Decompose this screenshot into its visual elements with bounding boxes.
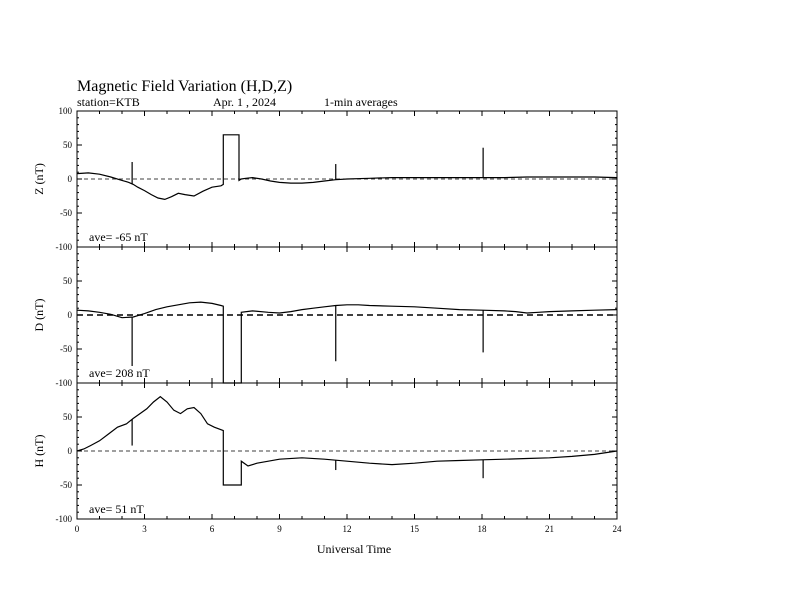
ave-label: ave= 208 nT (89, 366, 150, 380)
x-tick-label: 12 (342, 524, 352, 534)
y-tick-label: -50 (60, 480, 72, 490)
series-line (77, 302, 617, 383)
y-tick-label: -50 (60, 208, 72, 218)
panel-h (32, 383, 617, 524)
y-tick-label: -100 (55, 378, 72, 388)
y-tick-label: -50 (60, 344, 72, 354)
x-tick-label: 0 (74, 524, 80, 534)
x-tick-label: 21 (545, 524, 554, 534)
x-tick-label: 18 (477, 524, 487, 534)
y-tick-label: 100 (58, 106, 72, 116)
date-label: Apr. 1 , 2024 (213, 95, 276, 109)
averaging-label: 1-min averages (324, 95, 398, 109)
y-tick-label: -100 (55, 514, 72, 524)
panels-group (32, 106, 622, 534)
ave-label: ave= -65 nT (89, 230, 148, 244)
y-tick-label: 50 (63, 140, 72, 150)
x-tick-label: 24 (612, 524, 622, 534)
y-tick-label: 50 (63, 412, 72, 422)
panel-d (32, 247, 617, 388)
x-tick-label: 9 (277, 524, 282, 534)
station-label: station=KTB (77, 95, 140, 109)
panel-z (32, 106, 617, 252)
y-tick-label: -100 (55, 242, 72, 252)
y-axis-label: D (nT) (32, 298, 46, 332)
series-line (77, 135, 617, 200)
chart-title: Magnetic Field Variation (H,D,Z) (77, 78, 293, 95)
x-axis-label: Universal Time (316, 542, 392, 556)
y-axis-label: Z (nT) (32, 163, 46, 195)
x-tick-label: 3 (142, 524, 147, 534)
x-tick-label: 6 (209, 524, 215, 534)
y-axis-label: H (nT) (32, 434, 46, 468)
y-tick-label: 0 (67, 310, 72, 320)
x-tick-label: 15 (410, 524, 419, 534)
y-tick-label: 50 (63, 276, 72, 286)
y-tick-label: 0 (67, 446, 72, 456)
y-tick-label: 0 (67, 174, 72, 184)
series-line (77, 397, 617, 485)
ave-label: ave= 51 nT (89, 502, 144, 516)
